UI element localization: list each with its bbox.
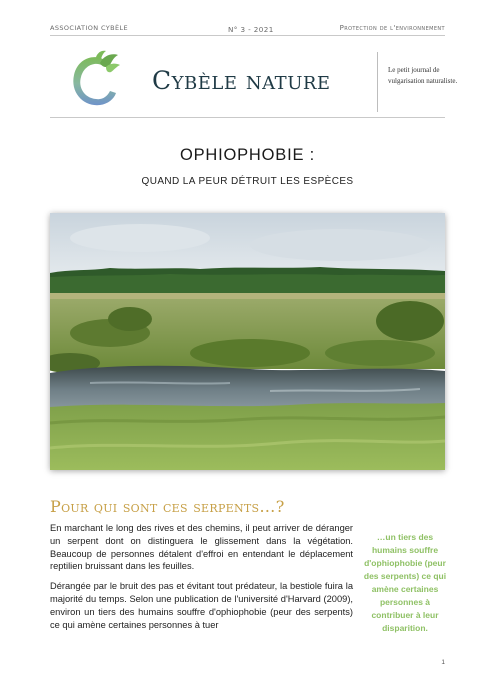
section-heading: Pour qui sont ces serpents…? <box>50 497 285 516</box>
article-title: OPHIOPHOBIE : <box>179 146 316 164</box>
masthead-tagline: Le petit journal de vulgarisation naturaliste. <box>388 66 458 85</box>
masthead-title: Cybèle nature <box>152 66 331 95</box>
masthead-divider <box>377 52 378 112</box>
section-label: Protection de l'environnement <box>339 24 445 32</box>
body-paragraph: En marchant le long des rives et des chemins, il peut arriver de déranger un serpent dont on distinguera le glissement dans la végétation. Beaucoup de personnes détalent d'effroi en entendant le déplacement reptilien bruissant dans les feuilles. <box>50 523 353 572</box>
association-name: ASSOCIATION CYBÈLE <box>50 24 129 32</box>
article-subtitle: QUAND LA PEUR DÉTRUIT LES ESPÈCES <box>141 176 354 187</box>
landscape-photo <box>50 213 445 470</box>
body-paragraph: Dérangée par le bruit des pas et évitant tout prédateur, la bestiole fuira la majorité du temps. Selon une publication de l'université d'Harvard (2009), environ un tiers des humains souffre d'ophiophobie (peur des serpents) ce qui amène certaines personnes à tuer <box>50 581 353 630</box>
masthead-rule <box>50 117 445 118</box>
pull-quote: …un tiers des humains souffre d'ophiophobie (peur des serpents) ce qui amène certaines personnes à contribuer à leur disparition. <box>363 532 447 633</box>
leafy-c-logo-icon <box>66 49 122 111</box>
header-divider <box>50 35 445 36</box>
article-body <box>50 522 353 638</box>
page-number: 1 <box>441 659 445 666</box>
issue-number: N° 3 - 2021 <box>228 25 274 34</box>
